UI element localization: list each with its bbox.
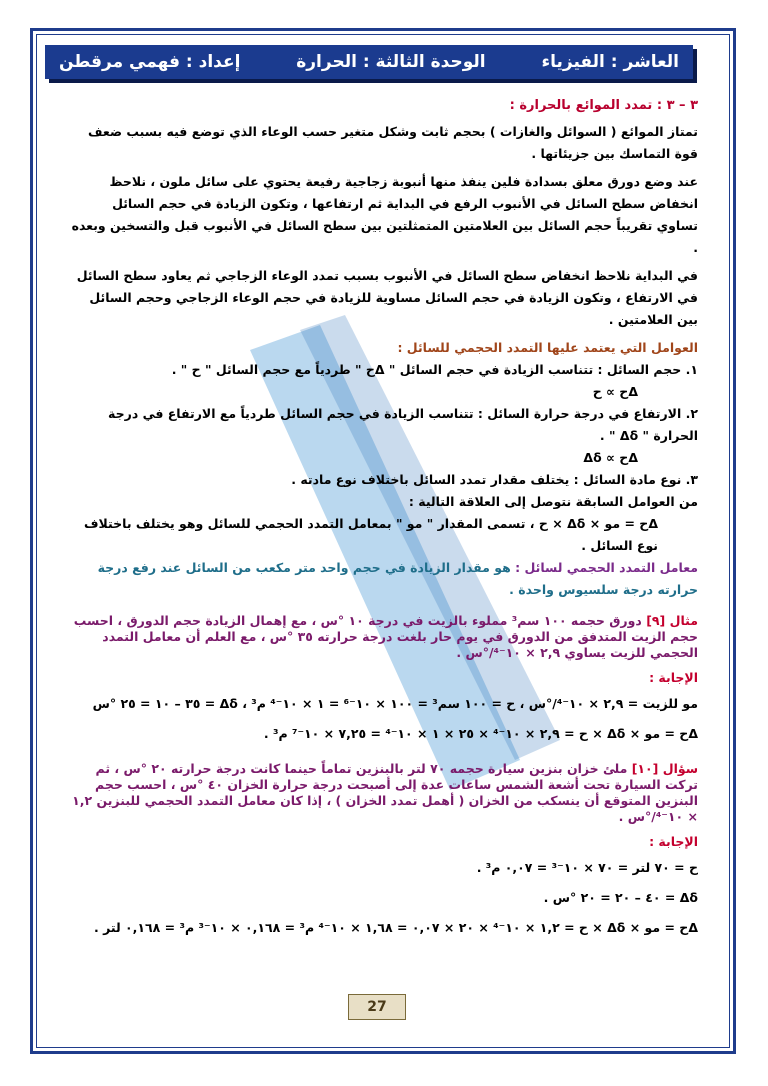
paragraph-1: تمتاز الموائع ( السوائل والغازات ) بحجم ثابت وشكل متغير حسب الوعاء الذي توضع فيه بسبب ضعف قوة التماسك بين جزيئاتها . <box>88 124 698 161</box>
definition <box>70 557 698 601</box>
example-9-text: دورق حجمه ١٠٠ سم³ مملوء بالزيت في درجة ١٠ °س ، مع إهمال الزيادة حجم الدورق ، احسب حجم الزيت المتدفق من الدورق في يوم حار بلغت درجة حرارته ٣٥ °س ، مع العلم أن معامل التمدد الحجمي للزيت يساوي ٢,٩ × ١٠⁻⁴/°س . <box>73 613 698 660</box>
factors-title: العوامل التي يعتمد عليها التمدد الحجمي للسائل : <box>397 340 698 355</box>
question-10 <box>70 761 698 825</box>
question-10-text: ملئ خزان بنزين سيارة حجمه ٧٠ لتر بالبنزين تماماً حينما كانت درجة حرارته ٢٠ °س ، ثم تركت السيارة تحت أشعة الشمس ساعات عدة إلى أصبحت درجة حرارة الخزان ٤٠ °س ، احسب حجم البنزين المتوقع أن ينسكب من الخزان ( أهمل تمدد الخزان ) ، إذا كان معامل التمدد الحجمي للبنزين ١,٢ × ١٠⁻⁴/°س . <box>72 761 698 824</box>
factor-3: ٣. نوع مادة السائل : يختلف مقدار تمدد السائل باختلاف نوع مادته . <box>291 472 698 487</box>
factor-1: ١. حجم السائل : تتناسب الزيادة في حجم السائل " Δح " طردياً مع حجم السائل " ح " . <box>171 362 698 377</box>
header-unit: الوحدة الثالثة : الحرارة <box>296 52 486 72</box>
paragraph-3: في البداية نلاحظ انخفاض سطح السائل في الأنبوب بسبب تمدد الوعاء الزجاجي ثم يعاود سطح السائل في الارتفاع ، وتكون الزيادة في حجم السائل مساوية للزيادة في حجم الوعاء الزجاجي وحجم السائل بين العلامتين . <box>76 268 698 327</box>
page-header <box>45 45 693 79</box>
section-title: ٣ – ٣ : تمدد الموائع بالحرارة : <box>509 98 698 113</box>
question-10-line-1: ح = ٧٠ لتر = ٧٠ × ١٠⁻³ = ٠,٠٧ م³ . <box>476 860 698 875</box>
relation-intro: من العوامل السابقة نتوصل إلى العلاقة التالية : <box>408 494 698 509</box>
question-10-label: سؤال [١٠] <box>631 761 698 776</box>
example-9-line-2: Δح = مو × Δδ × ح = ٢,٩ × ١٠⁻⁴ × ٢٥ × ١ × ١٠⁻⁴ = ٧,٢٥ × ١٠⁻⁷ م³ . <box>263 726 698 741</box>
example-9 <box>70 613 698 661</box>
header-subject: العاشر : الفيزياء <box>541 52 679 72</box>
header-author: إعداد : فهمي مرقطن <box>59 52 241 72</box>
example-9-line-1: مو للزيت = ٢,٩ × ١٠⁻⁴/°س ، ح = ١٠٠ سم³ = ١٠٠ × ١٠⁻⁶ = ١ × ١٠⁻⁴ م³ ، Δδ = ٣٥ – ١٠ = ٢٥ °س <box>92 696 698 711</box>
page-number: 27 <box>348 994 406 1020</box>
example-9-label: مثال [٩] <box>646 613 698 628</box>
paragraph-2: عند وضع دورق معلق بسدادة فلين ينفذ منها أنبوبة زجاجية رفيعة يحتوي على سائل ملون ، نلاحظ انخفاض سطح السائل في الأنبوب الرفع في البداية ثم ارتفاعها ، وتكون الزيادة في حجم السائل تساوي تقريباً حجم السائل بين العلامتين المتمثلتين بين سطح السائل في الأنبوب قبل والتسخين وبعده . <box>71 174 698 255</box>
factor-2-formula: Δح ∝ Δδ <box>583 450 638 465</box>
question-10-line-2: Δδ = ٤٠ – ٢٠ = ٢٠ °س . <box>543 890 698 905</box>
factor-2: ٢. الارتفاع في درجة حرارة السائل : تتناسب الزيادة في حجم السائل طردياً مع الارتفاع في درجة الحرارة " Δδ " . <box>108 406 698 443</box>
factor-1-formula: Δح ∝ ح <box>592 384 638 399</box>
question-10-line-3: Δح = مو × Δδ × ح = ١,٢ × ١٠⁻⁴ × ٢٠ × ٠,٠٧ = ١,٦٨ × ١٠⁻⁴ م³ = ٠,١٦٨ × ١٠⁻³ م³ = ٠,١٦٨ لتر . <box>93 920 698 935</box>
page-content <box>70 95 698 943</box>
question-10-answer-label: الإجابة : <box>649 834 698 849</box>
example-9-answer-label: الإجابة : <box>649 670 698 685</box>
definition-label: معامل التمدد الحجمي لسائل : <box>515 560 698 575</box>
relation-formula: Δح = مو × Δδ × ح ، تسمى المقدار " مو " بمعامل التمدد الحجمي للسائل وهو يختلف باختلاف نوع السائل . <box>84 516 658 553</box>
definition-text: هو مقدار الزيادة في حجم واحد متر مكعب من السائل عند رفع درجة حرارته درجة سلسيوس واحدة . <box>97 560 698 597</box>
